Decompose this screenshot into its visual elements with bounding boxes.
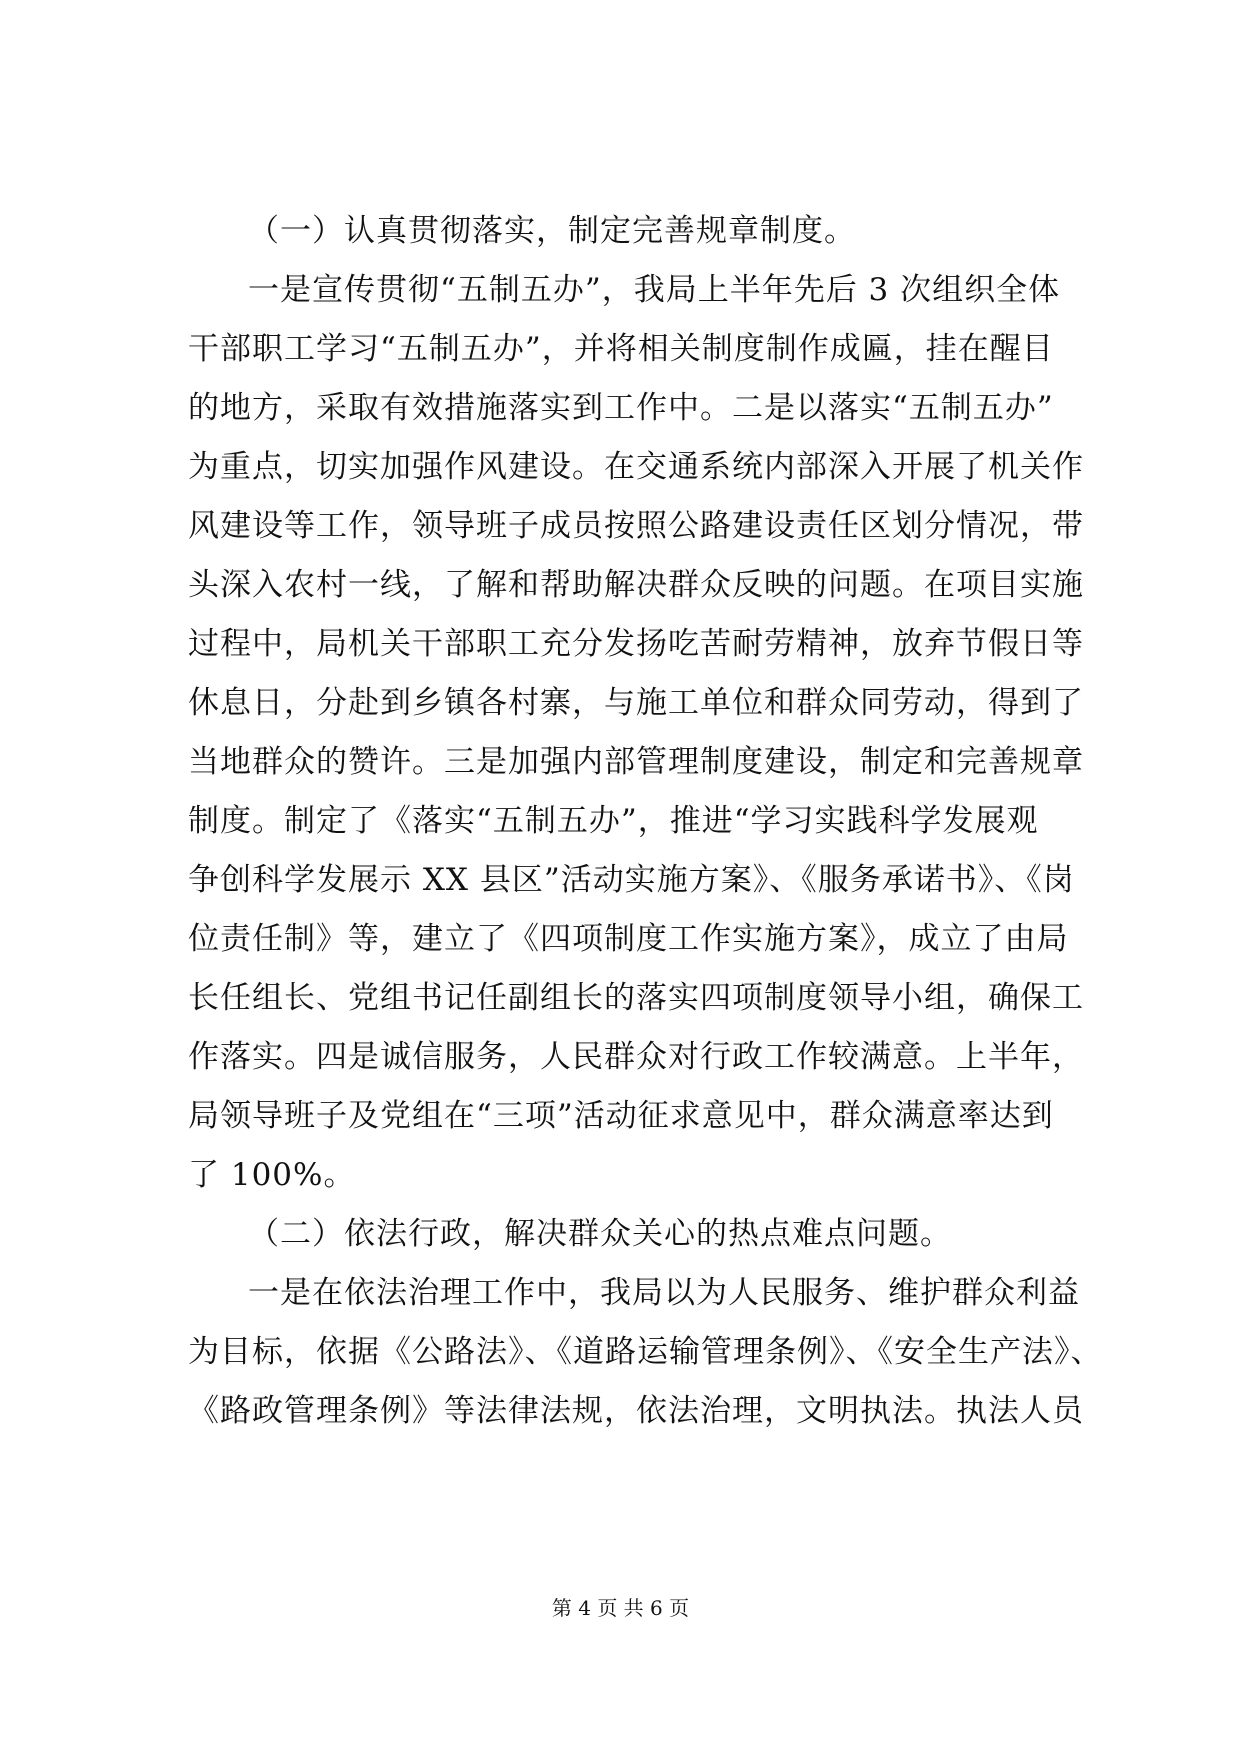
paragraph-line: 一是在依法治理工作中，我局以为人民服务、维护群众利益 bbox=[248, 1275, 1080, 1311]
paragraph-line: 《路政管理条例》等法律法规，依法治理，文明执法。执法人员 bbox=[188, 1393, 1084, 1429]
paragraph-line: 作落实。四是诚信服务，人民群众对行政工作较满意。上半年， bbox=[188, 1039, 1084, 1075]
paragraph-line: 风建设等工作，领导班子成员按照公路建设责任区划分情况，带 bbox=[188, 508, 1084, 544]
paragraph-line: 当地群众的赞许。三是加强内部管理制度建设，制定和完善规章 bbox=[188, 744, 1084, 780]
paragraph-line: 一是宣传贯彻“五制五办”，我局上半年先后 3 次组织全体 bbox=[248, 272, 1061, 308]
paragraph-line: 位责任制》等，建立了《四项制度工作实施方案》，成立了由局 bbox=[188, 921, 1069, 957]
paragraph-line: 制度。制定了《落实“五制五办”，推进“学习实践科学发展观 bbox=[188, 803, 1039, 839]
paragraph-line: 的地方，采取有效措施落实到工作中。二是以落实“五制五办” bbox=[188, 390, 1054, 426]
page-footer: 第 4 页 共 6 页 bbox=[551, 1596, 690, 1620]
paragraph-line: 争创科学发展示 XX 县区”活动实施方案》、《服务承诺书》、《岗 bbox=[188, 862, 1075, 898]
paragraph-line: 干部职工学习“五制五办”，并将相关制度制作成匾，挂在醒目 bbox=[188, 331, 1054, 367]
section-heading-1: （一）认真贯彻落实，制定完善规章制度。 bbox=[248, 213, 856, 249]
paragraph-line: 休息日，分赴到乡镇各村寨，与施工单位和群众同劳动，得到了 bbox=[188, 685, 1084, 721]
paragraph-line: 长任组长、党组书记任副组长的落实四项制度领导小组，确保工 bbox=[188, 980, 1084, 1016]
paragraph-line: 局领导班子及党组在“三项”活动征求意见中，群众满意率达到 bbox=[188, 1098, 1054, 1134]
paragraph-line: 了 100%。 bbox=[188, 1157, 356, 1193]
section-heading-2: （二）依法行政，解决群众关心的热点难点问题。 bbox=[248, 1216, 952, 1252]
paragraph-line: 头深入农村一线，了解和帮助解决群众反映的问题。在项目实施 bbox=[188, 567, 1084, 603]
paragraph-line: 为重点，切实加强作风建设。在交通系统内部深入开展了机关作 bbox=[188, 449, 1084, 485]
paragraph-line: 过程中，局机关干部职工充分发扬吃苦耐劳精神，放弃节假日等 bbox=[188, 626, 1084, 662]
paragraph-line: 为目标，依据《公路法》、《道路运输管理条例》、《安全生产法》、 bbox=[188, 1334, 1103, 1370]
